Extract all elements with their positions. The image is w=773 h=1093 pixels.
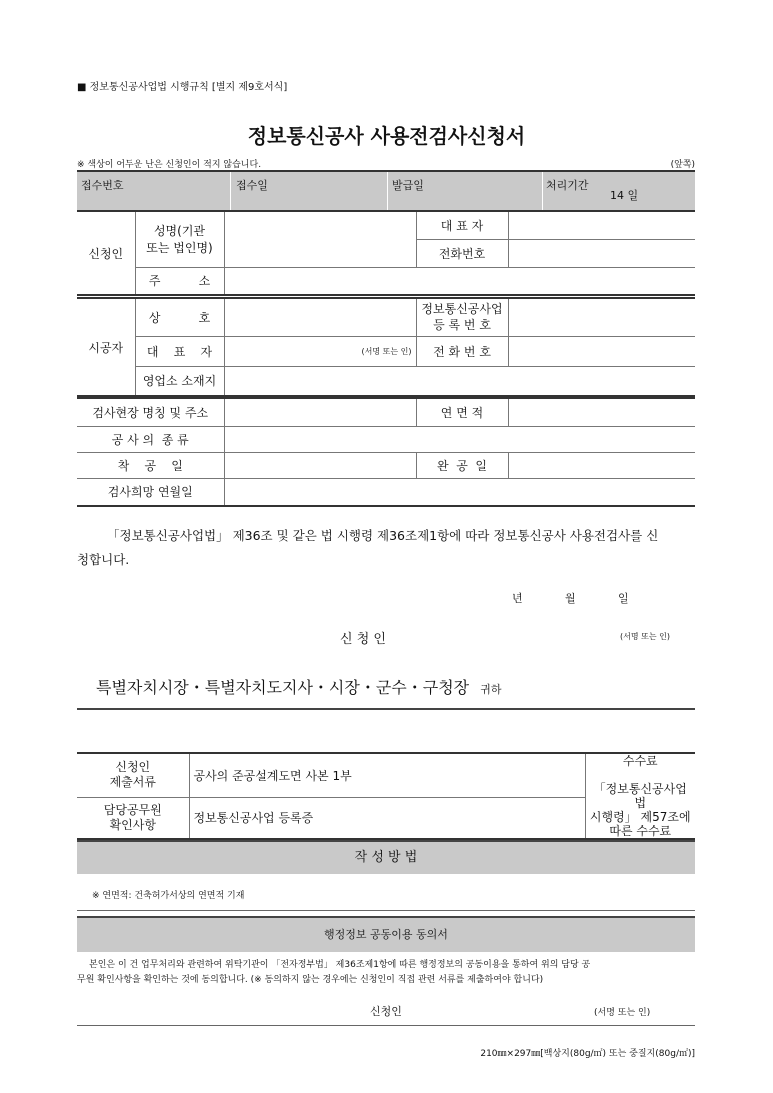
date-month-label: 월 bbox=[565, 592, 576, 605]
date-year-label: 년 bbox=[512, 592, 523, 605]
square-bullet-icon: ■ bbox=[77, 82, 87, 93]
contractor-office-field[interactable] bbox=[224, 366, 695, 396]
site-name-label: 검사현장 명칭 및 주소 bbox=[77, 398, 224, 426]
contractor-representative-label: 대 표 자 bbox=[135, 336, 224, 366]
applicant-phone-label: 전화번호 bbox=[416, 239, 508, 267]
fee-title: 수수료 bbox=[622, 754, 658, 768]
addressee-suffix: 귀하 bbox=[480, 683, 502, 696]
contractor-registration-label bbox=[416, 298, 508, 336]
consent-signer-label: 신청인 bbox=[370, 1005, 402, 1018]
applicant-representative-label: 대 표 자 bbox=[416, 211, 508, 239]
contractor-representative-field[interactable] bbox=[224, 336, 416, 366]
contractor-trade-name-field[interactable] bbox=[224, 298, 416, 336]
official-check-value: 정보통신공사업 등록증 bbox=[189, 797, 585, 839]
applicant-section-label: 신청인 bbox=[77, 211, 135, 295]
application-statement bbox=[77, 524, 695, 572]
submit-docs-label-line1: 신청인 bbox=[115, 760, 151, 775]
page-side: (앞쪽) bbox=[670, 160, 695, 170]
site-name-field[interactable] bbox=[224, 398, 416, 426]
contractor-phone-label: 전 화 번 호 bbox=[416, 336, 508, 366]
contractor-table bbox=[77, 297, 695, 397]
work-type-field[interactable] bbox=[224, 426, 695, 452]
signer-label: 신 청 인 bbox=[340, 632, 386, 647]
fee-line1: 「정보통신공사업법 bbox=[593, 782, 687, 810]
page-title: 정보통신공사 사용전검사신청서 bbox=[247, 124, 526, 148]
site-table bbox=[77, 397, 695, 507]
consent-text bbox=[77, 958, 695, 988]
contractor-office-label: 영업소 소재지 bbox=[135, 366, 224, 396]
contractor-sign-hint: (서명 또는 인) bbox=[361, 346, 412, 356]
applicant-phone-field[interactable] bbox=[508, 239, 695, 267]
official-check-label bbox=[77, 797, 189, 839]
completion-date-field[interactable] bbox=[508, 452, 695, 478]
date-day-label: 일 bbox=[618, 592, 629, 605]
writing-method-title: 작 성 방 법 bbox=[77, 840, 695, 874]
submit-docs-label bbox=[77, 753, 189, 797]
paper-spec-footer: 210㎜×297㎜[백상지(80g/㎡) 또는 중질지(80g/㎡)] bbox=[480, 1049, 695, 1059]
registration-label-line2: 등 록 번 호 bbox=[433, 318, 491, 333]
addressee bbox=[96, 675, 501, 698]
start-date-field[interactable] bbox=[224, 452, 416, 478]
documents-table bbox=[77, 752, 695, 840]
fee-cell bbox=[585, 753, 695, 839]
statement-line1: 「정보통신공사업법」 제36조 및 같은 법 시행령 제36조제1항에 따라 정보통신공사 사용전검사를 신 bbox=[107, 528, 659, 543]
writing-method-note: ※ 연면적: 건축허가서상의 연면적 기재 bbox=[92, 891, 245, 901]
applicant-name-field[interactable] bbox=[224, 211, 416, 267]
start-date-label: 착 공 일 bbox=[77, 452, 224, 478]
issue-date-label: 발급일 bbox=[392, 179, 424, 192]
contractor-trade-name-label: 상 호 bbox=[135, 298, 224, 336]
receipt-date-label: 접수일 bbox=[236, 179, 268, 192]
submit-docs-label-line2: 제출서류 bbox=[109, 775, 156, 790]
contractor-registration-field[interactable] bbox=[508, 298, 695, 336]
contractor-phone-field[interactable] bbox=[508, 336, 695, 366]
form-reference bbox=[77, 78, 287, 93]
receipt-number-label: 접수번호 bbox=[81, 179, 124, 192]
contractor-section-label: 시공자 bbox=[77, 298, 135, 396]
applicant-address-field[interactable] bbox=[224, 267, 695, 295]
inspection-date-field[interactable] bbox=[224, 478, 695, 506]
statement-line2: 청합니다. bbox=[77, 552, 130, 567]
fee-line3: 따른 수수료 bbox=[609, 824, 672, 838]
processing-period-label: 처리기간 bbox=[546, 179, 589, 192]
signer-sign-hint: (서명 또는 인) bbox=[620, 632, 670, 641]
inspection-date-label: 검사희망 연월일 bbox=[77, 478, 224, 506]
work-type-label: 공 사 의 종 류 bbox=[77, 426, 224, 452]
completion-date-label: 완 공 일 bbox=[416, 452, 508, 478]
consent-sign-hint: (서명 또는 인) bbox=[594, 1008, 651, 1018]
applicant-name-label: 성명(기관 또는 법인명) bbox=[135, 211, 224, 267]
official-check-label-line2: 확인사항 bbox=[109, 817, 156, 832]
consent-text-line1: 본인은 이 건 업무처리와 관련하여 위탁기관이 「전자정부법」 제36조제1항에 따른 행정정보의 공동이용을 통하여 위의 담당 공 bbox=[89, 960, 591, 970]
notice: ※ 색상이 어두운 난은 신청인이 적지 않습니다. bbox=[77, 160, 262, 170]
processing-period-value: 14 일 bbox=[610, 189, 639, 202]
applicant-table bbox=[77, 210, 695, 296]
consent-text-line2: 무원 확인사항을 확인하는 것에 동의합니다. (※ 동의하지 않는 경우에는 신청인이 직접 관련 서류를 제출하여야 합니다) bbox=[77, 975, 544, 985]
floor-area-label: 연 면 적 bbox=[416, 398, 508, 426]
consent-title: 행정정보 공동이용 동의서 bbox=[77, 916, 695, 952]
submit-docs-value: 공사의 준공설계도면 사본 1부 bbox=[189, 753, 585, 797]
floor-area-field[interactable] bbox=[508, 398, 695, 426]
registration-label-line1: 정보통신공사업 bbox=[421, 302, 503, 317]
applicant-address-label: 주 소 bbox=[135, 267, 224, 295]
rule-reference: 정보통신공사업법 시행규칙 [별지 제9호서식] bbox=[89, 82, 288, 93]
addressee-main: 특별자치시장・특별자치도지사・시장・군수・구청장 bbox=[96, 678, 470, 697]
official-check-label-line1: 담당공무원 bbox=[103, 802, 162, 817]
applicant-representative-field[interactable] bbox=[508, 211, 695, 239]
reception-bar bbox=[77, 170, 695, 212]
fee-line2: 시행령」 제57조에 bbox=[589, 810, 691, 824]
